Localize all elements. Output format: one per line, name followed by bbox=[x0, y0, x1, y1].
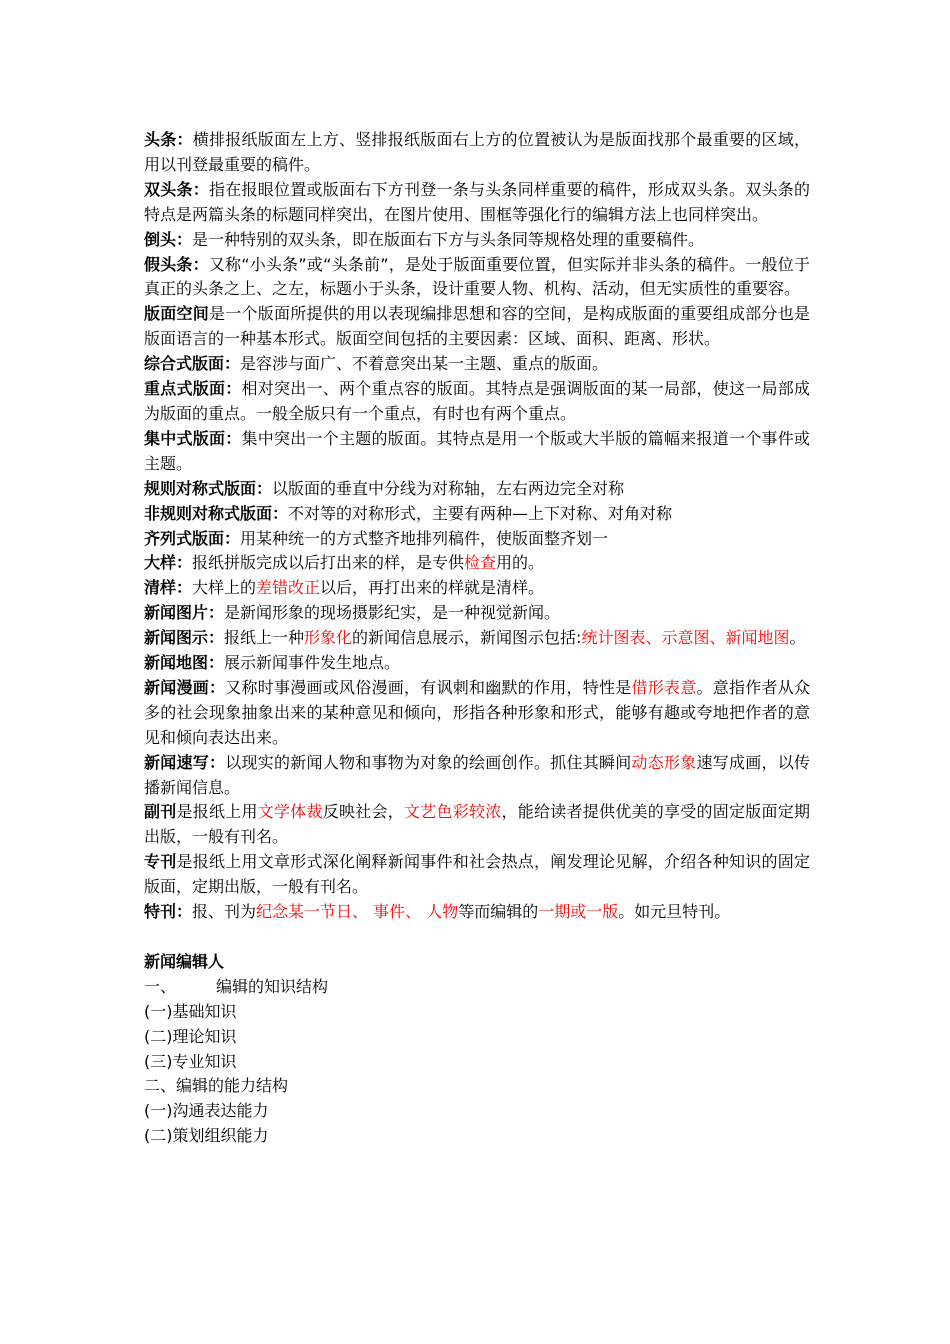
glossary-term: 集中式版面： bbox=[144, 428, 242, 448]
glossary-text: 报纸拼版完成以后打出来的样，是专供 bbox=[192, 553, 465, 573]
glossary-entry bbox=[144, 527, 810, 552]
glossary-text: 相对突出一、两个重点容的版面。其特点是强调版面的某一局部，使这一局部成为版面的重点。一般全版只有一个重点，有时也有两个重点。 bbox=[144, 379, 810, 423]
glossary-term: 双头条： bbox=[144, 179, 209, 199]
glossary-text: 又称时事漫画或风俗漫画，有讽刺和幽默的作用，特性是 bbox=[225, 677, 632, 697]
highlighted-text: 形象化 bbox=[304, 628, 353, 648]
highlighted-text: 文学体裁 bbox=[257, 802, 323, 822]
glossary-text: 。如元旦特刊。 bbox=[618, 902, 731, 922]
outline-item: (一)基础知识 bbox=[144, 1001, 237, 1021]
glossary-text: 是一个版面所提供的用以表现编排思想和容的空间，是构成版面的重要组成部分也是版面语言的一种基本形式。版面空间包括的主要因素：区域、面积、距离、形状。 bbox=[144, 304, 810, 349]
glossary-entry bbox=[144, 900, 810, 925]
glossary-entry bbox=[144, 128, 810, 178]
glossary-text: 是一种特别的双头条，即在版面右下方与头条同等规格处理的重要稿件。 bbox=[192, 229, 705, 249]
glossary-entry bbox=[144, 178, 810, 228]
glossary-entry bbox=[144, 377, 810, 427]
glossary-text: 用的。 bbox=[496, 553, 545, 573]
highlighted-text: 统计图表、示意图、新闻地图 bbox=[581, 628, 790, 648]
glossary-term: 专刊 bbox=[144, 852, 177, 872]
glossary-entry bbox=[144, 302, 810, 352]
outline-heading-1 bbox=[144, 975, 810, 1000]
glossary-term: 倒头： bbox=[144, 229, 193, 249]
glossary-text: 用某种统一的方式整齐地排列稿件，使版面整齐划一 bbox=[240, 528, 609, 548]
glossary-term: 规则对称式版面： bbox=[144, 478, 273, 498]
glossary-entry bbox=[144, 850, 810, 900]
glossary-entry bbox=[144, 228, 810, 253]
glossary-term: 版面空间 bbox=[144, 304, 209, 324]
glossary-text: 等而编辑的 bbox=[458, 902, 539, 922]
glossary-term: 新闻图片： bbox=[144, 603, 225, 623]
highlighted-text: 一期或一版 bbox=[538, 902, 619, 922]
glossary-term: 新闻地图： bbox=[144, 653, 225, 673]
outline-heading-text: 编辑的知识结构 bbox=[216, 976, 329, 996]
outline-item: (二)策划组织能力 bbox=[144, 1126, 269, 1146]
glossary-term: 头条： bbox=[144, 130, 193, 149]
glossary-entry bbox=[144, 601, 810, 626]
glossary-entry bbox=[144, 626, 810, 651]
glossary-text: 不对等的对称形式，主要有两种—上下对称、对角对称 bbox=[288, 503, 673, 523]
glossary-text: ，能给读者提供优美的享受的固定版面定期出版，一般有刊名。 bbox=[144, 802, 810, 847]
glossary-term: 清样： bbox=[144, 578, 193, 598]
glossary-text: 的新闻信息展示，新闻图示包括: bbox=[352, 628, 582, 648]
outline-item: 二、编辑的能力结构 bbox=[144, 1076, 289, 1096]
glossary-entry bbox=[144, 477, 810, 502]
highlighted-text: 差错改正 bbox=[256, 578, 321, 598]
glossary-entry bbox=[144, 651, 810, 676]
glossary-text: 是新闻形象的现场摄影纪实，是一种视觉新闻。 bbox=[224, 603, 561, 623]
glossary-entry bbox=[144, 502, 810, 527]
glossary-term: 新闻漫画： bbox=[144, 677, 226, 697]
glossary-text: 报、刊为 bbox=[192, 902, 257, 922]
highlighted-text: 借形表意 bbox=[631, 677, 697, 697]
highlighted-text: 检查 bbox=[464, 553, 497, 573]
glossary-term: 齐列式版面： bbox=[144, 528, 241, 548]
glossary-text: 以版面的垂直中分线为对称轴，左右两边完全对称 bbox=[272, 478, 625, 498]
glossary-term: 重点式版面： bbox=[144, 379, 242, 399]
glossary-term: 特刊： bbox=[144, 902, 193, 922]
glossary-text: 又称“小头条”或“头条前”，是处于版面重要位置，但实际并非头条的稿件。一般位于真正的头条之上、之左，标题小于头条，设计重要人物、机构、活动，但无实质性的重要容。 bbox=[144, 254, 810, 299]
glossary-term: 非规则对称式版面： bbox=[144, 503, 289, 523]
glossary-entry bbox=[144, 427, 810, 477]
glossary-text: 横排报纸版面左上方、竖排报纸版面右上方的位置被认为是版面找那个最重要的区域，用以刊登最重要的稿件。 bbox=[144, 130, 810, 174]
glossary-text: 展示新闻事件发生地点。 bbox=[224, 653, 401, 673]
outline-heading-number: 一、 bbox=[144, 976, 177, 996]
glossary-text: 集中突出一个主题的版面。其特点是用一个版或大半版的篇幅来报道一个事件或主题。 bbox=[144, 428, 810, 473]
glossary-entry bbox=[144, 751, 810, 801]
glossary-term: 大样： bbox=[144, 553, 193, 573]
blank-line bbox=[144, 925, 810, 950]
glossary-entry bbox=[144, 676, 810, 751]
glossary-entry bbox=[144, 551, 810, 576]
document-page bbox=[144, 128, 810, 1149]
glossary-list bbox=[144, 128, 810, 925]
glossary-term: 新闻速写： bbox=[144, 752, 226, 772]
outline-item: (三)专业知识 bbox=[144, 1051, 237, 1071]
outline-list bbox=[144, 1000, 810, 1149]
highlighted-text: 纪念某一节日、 事件、 人物 bbox=[256, 902, 459, 922]
glossary-text: 以后，再打出来的样就是清样。 bbox=[320, 578, 545, 598]
section-title: 新闻编辑人 bbox=[144, 951, 225, 971]
glossary-text: 是容涉与面广、不着意突出某一主题、重点的版面。 bbox=[240, 354, 609, 374]
glossary-text: 大样上的 bbox=[192, 578, 257, 598]
glossary-term: 副刊 bbox=[144, 802, 177, 822]
highlighted-text: 文艺色彩较浓 bbox=[404, 802, 502, 822]
highlighted-text: 动态形象 bbox=[631, 752, 697, 772]
outline-item: (一)沟通表达能力 bbox=[144, 1101, 269, 1121]
glossary-entry bbox=[144, 576, 810, 601]
glossary-term: 综合式版面： bbox=[144, 354, 241, 374]
outline-item: (二)理论知识 bbox=[144, 1026, 237, 1046]
glossary-text: 是报纸上用文章形式深化阐释新闻事件和社会热点，阐发理论见解，介绍各种知识的固定版面，定期出版，一般有刊名。 bbox=[144, 852, 810, 897]
glossary-term: 新闻图示： bbox=[144, 628, 225, 648]
glossary-term: 假头条： bbox=[144, 254, 209, 274]
glossary-text: 报纸上一种 bbox=[224, 628, 305, 648]
glossary-text: 速写成画，以传播新闻信息。 bbox=[144, 752, 810, 797]
glossary-text: 指在报眼位置或版面右下方刊登一条与头条同样重要的稿件，形成双头条。双头条的特点是两篇头条的标题同样突出，在图片使用、围框等强化行的编辑方法上也同样突出。 bbox=[144, 179, 810, 224]
glossary-text: 反映社会， bbox=[322, 802, 404, 822]
glossary-text: 以现实的新闻人物和事物为对象的绘画创作。抓住其瞬间 bbox=[225, 752, 632, 772]
glossary-entry bbox=[144, 352, 810, 377]
glossary-text: 。 bbox=[789, 628, 806, 648]
glossary-text: 是报纸上用 bbox=[176, 802, 258, 822]
glossary-entry bbox=[144, 253, 810, 303]
glossary-text: 。意指作者从众多的社会现象抽象出来的某种意见和倾向，形指各种形象和形式，能够有趣或夸地把作者的意见和倾向表达出来。 bbox=[144, 677, 810, 747]
glossary-entry bbox=[144, 800, 810, 850]
